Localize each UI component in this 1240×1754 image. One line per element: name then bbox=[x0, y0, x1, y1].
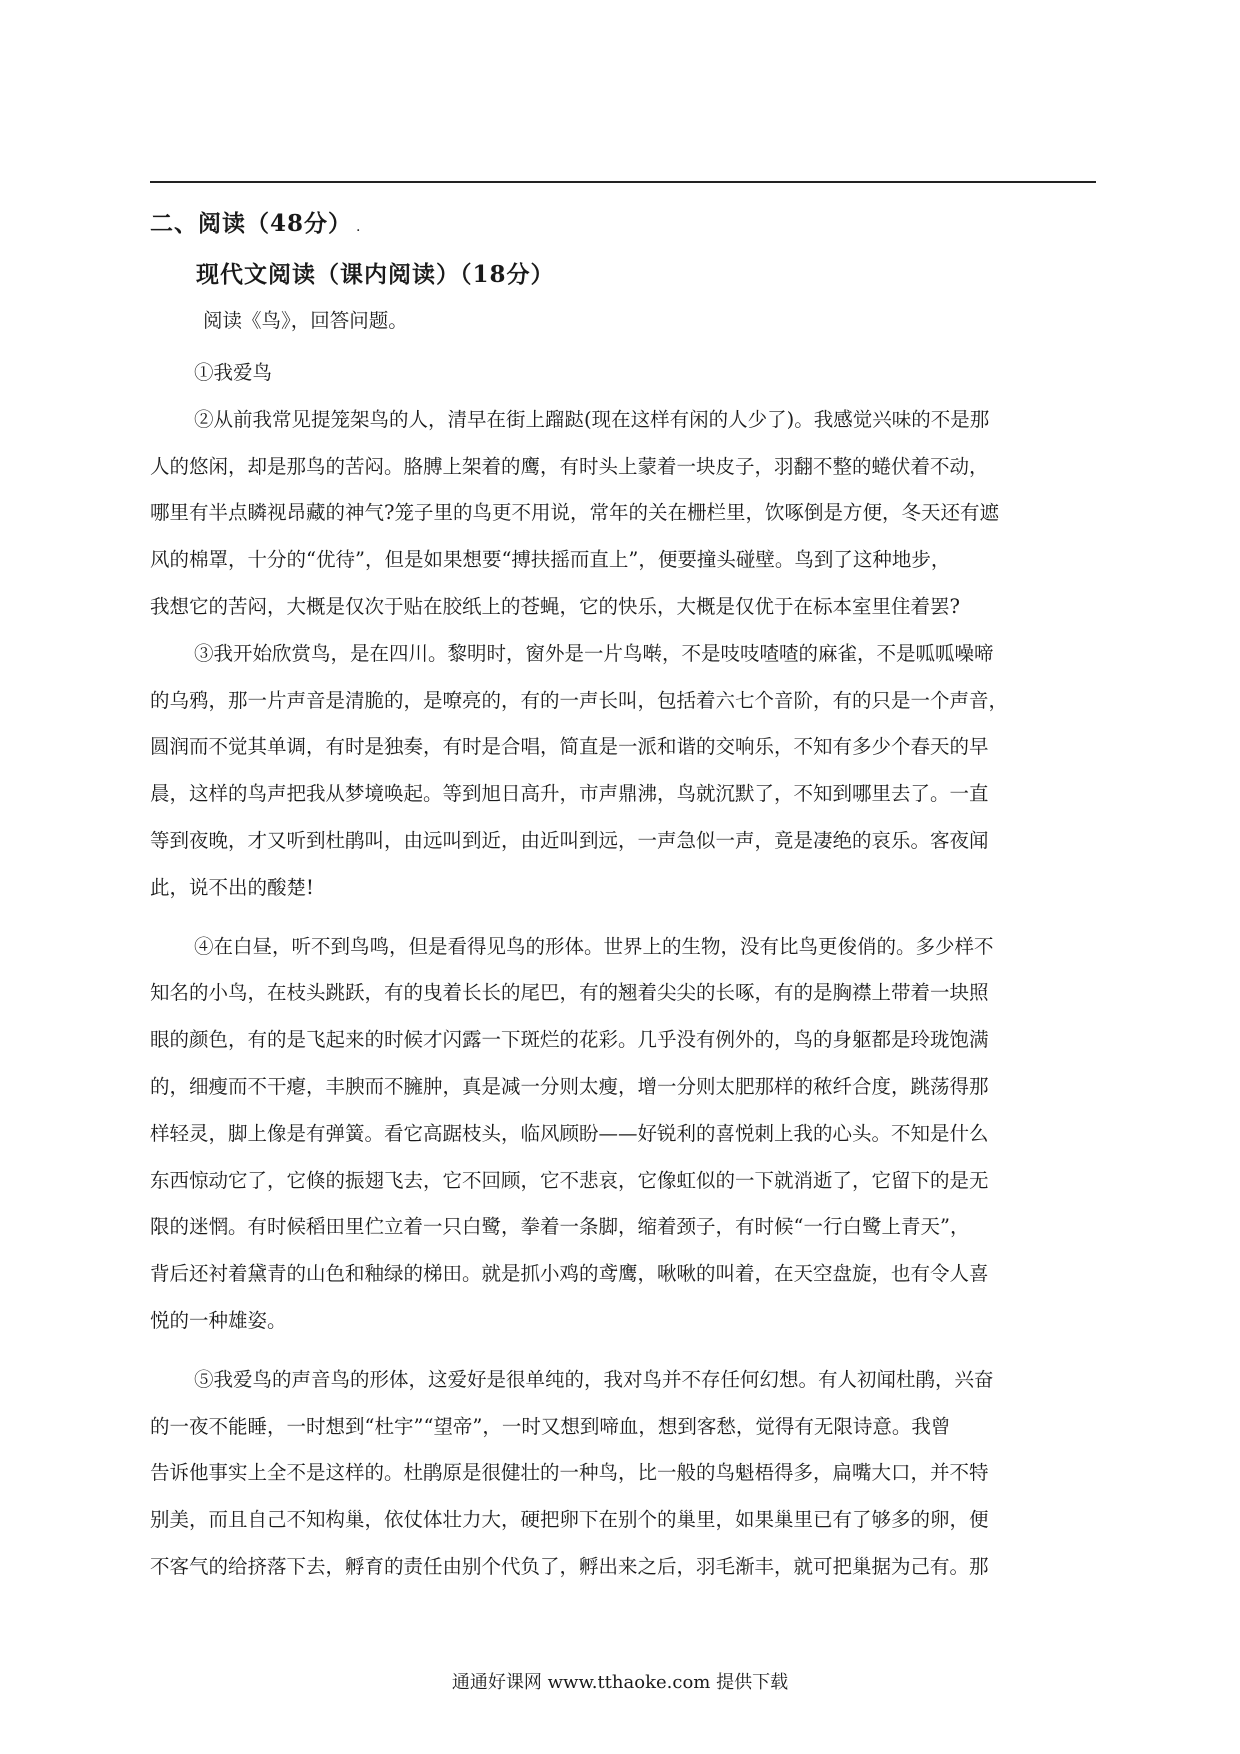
passage-line: 的，细瘦而不干瘪，丰腴而不臃肿，真是减一分则太瘦，增一分则太肥那样的秾纤合度，跳荡得那 bbox=[150, 1074, 989, 1098]
passage-line: 限的迷惘。有时候稻田里伫立着一只白鹭，拳着一条脚，缩着颈子，有时候“一行白鹭上青天”， bbox=[150, 1215, 970, 1239]
passage-line: 晨，这样的鸟声把我从梦境唤起。等到旭日高升，市声鼎沸，鸟就沉默了，不知到哪里去了。一直 bbox=[150, 782, 989, 806]
header-rule bbox=[150, 181, 1096, 183]
passage-line: 别美，而且自己不知构巢，依仗体壮力大，硬把卵下在别个的巢里，如果巢里已有了够多的卵，便 bbox=[150, 1508, 989, 1532]
passage-line: 样轻灵，脚上像是有弹簧。看它高踞枝头，临风顾盼——好锐利的喜悦刺上我的心头。不知是什么 bbox=[150, 1121, 989, 1145]
footer-download-note: 通通好课网 www.tthaoke.com 提供下载 bbox=[451, 1672, 789, 1693]
passage-line: 的一夜不能睡，一时想到“杜宇”“望帝”，一时又想到啼血，想到客愁，觉得有无限诗意。我曾 bbox=[150, 1414, 951, 1438]
section-heading-mark: . bbox=[356, 219, 362, 235]
passage-line: 告诉他事实上全不是这样的。杜鹃原是很健壮的一种鸟，比一般的鸟魁梧得多，扁嘴大口，并不特 bbox=[150, 1461, 989, 1485]
passage-line: ①我爱鸟 bbox=[194, 361, 273, 384]
section-heading-text: 二、阅读（48分） bbox=[150, 210, 353, 237]
passage-line: 人的悠闲，却是那鸟的苦闷。胳膊上架着的鹰，有时头上蒙着一块皮子，羽翻不整的蜷伏着不动， bbox=[150, 454, 989, 478]
reading-passage bbox=[150, 350, 1096, 1591]
passage-line: 知名的小鸟，在枝头跳跃，有的曳着长长的尾巴，有的翘着尖尖的长啄，有的是胸襟上带着一块照 bbox=[150, 981, 989, 1005]
passage-line: 风的棉罩，十分的“优待”，但是如果想要“搏扶摇而直上”，便要撞头碰壁。鸟到了这种地步， bbox=[150, 548, 951, 572]
passage-line: 等到夜晚，才又听到杜鹃叫，由远叫到近，由近叫到远，一声急似一声，竟是凄绝的哀乐。客夜闻 bbox=[150, 828, 989, 852]
passage-line: 悦的一种雄姿。 bbox=[150, 1308, 287, 1332]
passage-line: 不客气的给挤落下去，孵育的责任由别个代负了，孵出来之后，羽毛渐丰，就可把巢据为己有。那 bbox=[150, 1554, 989, 1578]
reading-instruction: 阅读《鸟》，回答问题。 bbox=[203, 309, 408, 332]
passage-line: ⑤我爱鸟的声音鸟的形体，这爱好是很单纯的，我对鸟并不存任何幻想。有人初闻杜鹃，兴奋 bbox=[194, 1367, 994, 1391]
passage-line: ③我开始欣赏鸟，是在四川。黎明时，窗外是一片鸟啭，不是吱吱喳喳的麻雀，不是呱呱噪啼 bbox=[194, 641, 994, 665]
section-heading bbox=[150, 205, 361, 238]
passage-line: 圆润而不觉其单调，有时是独奏，有时是合唱，简直是一派和谐的交响乐，不知有多少个春天的早 bbox=[150, 735, 989, 759]
passage-line: 此，说不出的酸楚! bbox=[150, 875, 314, 899]
passage-line: 我想它的苦闷，大概是仅次于贴在胶纸上的苍蝇，它的快乐，大概是仅优于在标本室里住着罢? bbox=[150, 594, 960, 618]
passage-line: 背后还衬着黛青的山色和釉绿的梯田。就是抓小鸡的鸢鹰，啾啾的叫着，在天空盘旋，也有令人喜 bbox=[150, 1262, 989, 1286]
passage-line: 的乌鸦，那一片声音是清脆的，是嘹亮的，有的一声长叫，包括着六七个音阶，有的只是一个声音， bbox=[150, 688, 1009, 712]
passage-line: 哪里有半点瞵视昂藏的神气?笼子里的鸟更不用说，常年的关在栅栏里，饮啄倒是方便，冬天还有遮 bbox=[150, 501, 999, 525]
passage-line: ②从前我常见提笼架鸟的人，清早在街上蹓跶(现在这样有闲的人少了)。我感觉兴味的不是那 bbox=[194, 407, 990, 431]
passage-line: 眼的颜色，有的是飞起来的时候才闪露一下斑烂的花彩。几乎没有例外的，鸟的身躯都是玲珑饱满 bbox=[150, 1028, 989, 1052]
passage-line: 东西惊动它了，它倏的振翅飞去，它不回顾，它不悲哀，它像虹似的一下就消逝了，它留下的是无 bbox=[150, 1168, 989, 1192]
passage-line: ④在白昼，听不到鸟鸣，但是看得见鸟的形体。世界上的生物，没有比鸟更俊俏的。多少样不 bbox=[194, 934, 994, 958]
sub-heading: 现代文阅读（课内阅读）（18分） bbox=[196, 261, 555, 288]
